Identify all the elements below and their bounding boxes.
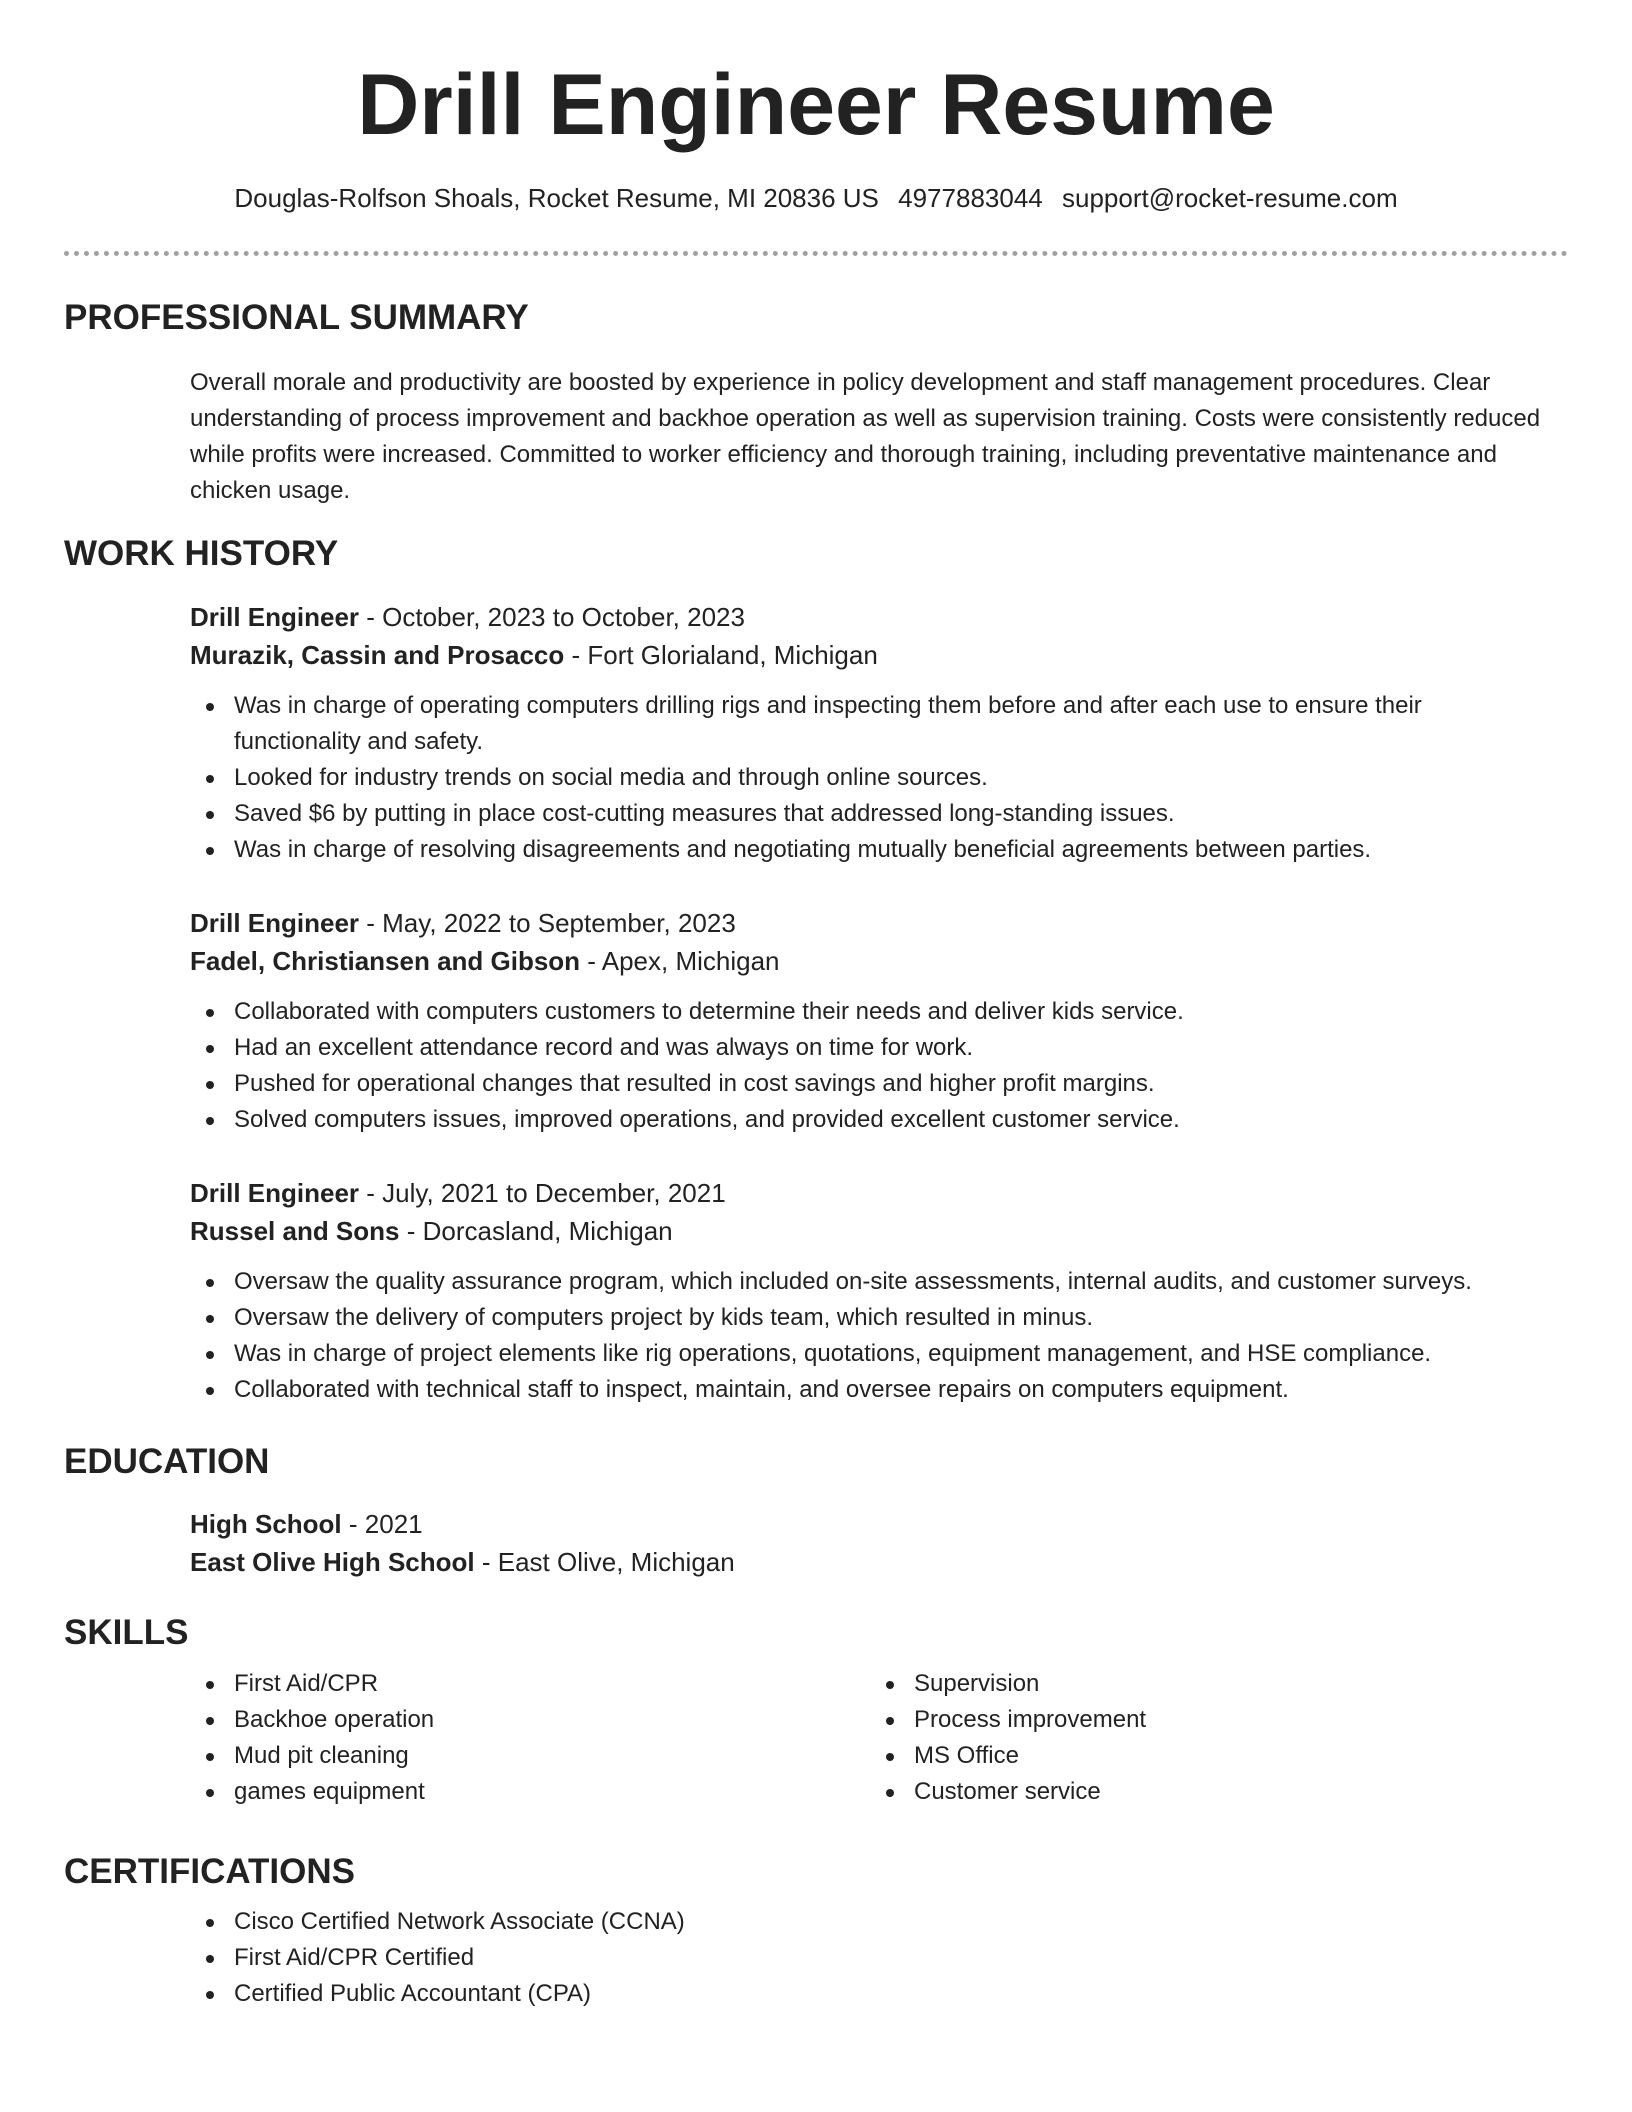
job-bullet: Collaborated with technical staff to inspect, maintain, and oversee repairs on computers equipment. <box>190 1372 1550 1408</box>
job-company-line <box>190 636 1550 674</box>
education-school-line <box>190 1543 1550 1581</box>
resume-title: Drill Engineer Resume <box>357 57 1275 153</box>
work-history-heading: WORK HISTORY <box>64 534 339 573</box>
certification-item: Certified Public Accountant (CPA) <box>190 1976 1550 2012</box>
job-company-line <box>190 1212 1550 1250</box>
job-bullet: Had an excellent attendance record and was always on time for work. <box>190 1030 1550 1066</box>
job-dates: - October, 2023 to October, 2023 <box>359 602 745 632</box>
job-bullet: Collaborated with computers customers to determine their needs and deliver kids service. <box>190 994 1550 1030</box>
skill-item: Mud pit cleaning <box>190 1738 870 1774</box>
education-location: - East Olive, Michigan <box>474 1547 735 1577</box>
education-school: East Olive High School <box>190 1547 475 1577</box>
skill-item: Backhoe operation <box>190 1702 870 1738</box>
job-location: - Fort Glorialand, Michigan <box>564 640 878 670</box>
job-title: Drill Engineer <box>190 1178 360 1208</box>
job-company: Murazik, Cassin and Prosacco <box>190 640 565 670</box>
skills-column-right <box>870 1666 1550 1810</box>
job-entry <box>190 1174 1550 1408</box>
job-company: Russel and Sons <box>190 1216 400 1246</box>
contact-line <box>0 183 1632 214</box>
job-location: - Dorcasland, Michigan <box>399 1216 673 1246</box>
education-year: - 2021 <box>341 1509 423 1539</box>
job-bullet: Oversaw the quality assurance program, which included on-site assessments, internal audits, and customer surveys. <box>190 1264 1550 1300</box>
skill-item: First Aid/CPR <box>190 1666 870 1702</box>
job-bullets <box>190 688 1550 868</box>
certification-item: First Aid/CPR Certified <box>190 1940 1550 1976</box>
certification-bullets <box>190 1904 1550 2012</box>
job-bullets <box>190 994 1550 1138</box>
job-title-line <box>190 904 1550 942</box>
job-bullet: Pushed for operational changes that resulted in cost savings and higher profit margins. <box>190 1066 1550 1102</box>
job-dates: - May, 2022 to September, 2023 <box>359 908 736 938</box>
skills-column-left <box>190 1666 870 1810</box>
skill-item: games equipment <box>190 1774 870 1810</box>
skill-item: Supervision <box>870 1666 1550 1702</box>
skills-heading: SKILLS <box>64 1613 189 1652</box>
job-title: Drill Engineer <box>190 602 360 632</box>
job-bullet: Looked for industry trends on social media and through online sources. <box>190 760 1550 796</box>
header-divider <box>64 251 1568 256</box>
job-bullets <box>190 1264 1550 1408</box>
skill-item: MS Office <box>870 1738 1550 1774</box>
job-title-line <box>190 598 1550 636</box>
job-location: - Apex, Michigan <box>580 946 780 976</box>
job-entry <box>190 904 1550 1138</box>
summary-text: Overall morale and productivity are boosted by experience in policy development and staff management procedures. Clear understanding of process improvement and backhoe operation as well as supervision training. Costs were consistently reduced while profits were increased. Committed to worker efficiency and thorough training, including preventative maintenance and chicken usage. <box>190 369 1541 504</box>
certifications-list <box>190 1904 1550 2012</box>
job-bullet: Solved computers issues, improved operations, and provided excellent customer service. <box>190 1102 1550 1138</box>
job-bullet: Was in charge of operating computers drilling rigs and inspecting them before and after each use to ensure their functionality and safety. <box>190 688 1550 760</box>
skills-list <box>190 1666 1550 1810</box>
job-company-line <box>190 942 1550 980</box>
job-title: Drill Engineer <box>190 908 360 938</box>
skill-item: Customer service <box>870 1774 1550 1810</box>
contact-address: Douglas-Rolfson Shoals, Rocket Resume, MI 20836 US <box>234 183 879 213</box>
education-degree-line <box>190 1505 1550 1543</box>
job-title-line <box>190 1174 1550 1212</box>
summary-heading: PROFESSIONAL SUMMARY <box>64 298 529 337</box>
certification-item: Cisco Certified Network Associate (CCNA) <box>190 1904 1550 1940</box>
job-bullet: Was in charge of resolving disagreements and negotiating mutually beneficial agreements between parties. <box>190 832 1550 868</box>
job-company: Fadel, Christiansen and Gibson <box>190 946 581 976</box>
job-bullet: Was in charge of project elements like rig operations, quotations, equipment management, and HSE compliance. <box>190 1336 1550 1372</box>
contact-email: support@rocket-resume.com <box>1061 183 1398 213</box>
certifications-heading: CERTIFICATIONS <box>64 1852 356 1891</box>
skill-item: Process improvement <box>870 1702 1550 1738</box>
job-dates: - July, 2021 to December, 2021 <box>359 1178 726 1208</box>
job-entry <box>190 598 1550 868</box>
education-entry <box>190 1505 1550 1581</box>
job-bullet: Saved $6 by putting in place cost-cutting measures that addressed long-standing issues. <box>190 796 1550 832</box>
contact-phone: 4977883044 <box>898 183 1043 213</box>
education-degree: High School <box>190 1509 342 1539</box>
job-bullet: Oversaw the delivery of computers project by kids team, which resulted in minus. <box>190 1300 1550 1336</box>
education-heading: EDUCATION <box>64 1442 270 1481</box>
